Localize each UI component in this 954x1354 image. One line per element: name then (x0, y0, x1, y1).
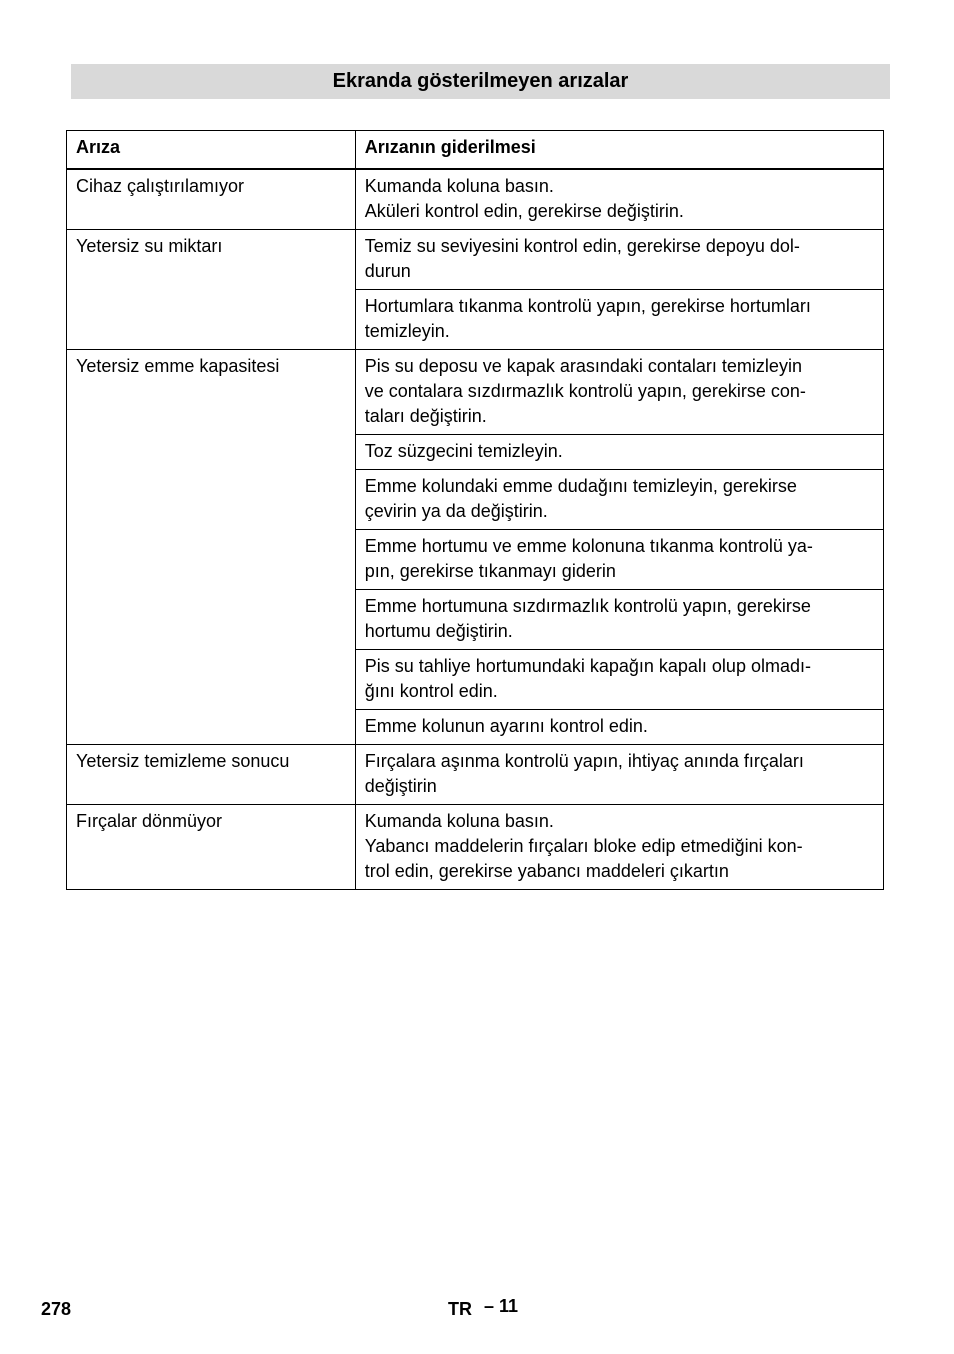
fault-cell: Yetersiz temizleme sonucu (67, 744, 356, 804)
remedy-cell (355, 649, 883, 709)
column-header-remedy: Arızanın giderilmesi (355, 131, 883, 169)
remedy-line: ğını kontrol edin. (364, 680, 498, 701)
remedy-line: temizleyin. (364, 320, 450, 341)
remedy-line: ve contalara sızdırmazlık kontrolü yapın, gerekirse con- (364, 380, 806, 401)
remedy-line: Kumanda koluna basın. (364, 175, 554, 196)
remedy-line: çevirin ya da değiştirin. (364, 500, 548, 521)
remedy-cell (355, 229, 883, 289)
table-row (67, 744, 884, 804)
remedy-line: durun (364, 260, 411, 281)
remedy-line: Fırçalara aşınma kontrolü yapın, ihtiyaç anında fırçaları (364, 750, 804, 771)
remedy-line: Temiz su seviyesini kontrol edin, gerekirse depoyu dol- (364, 235, 800, 256)
table-header-row (67, 131, 884, 169)
remedy-line: pın, gerekirse tıkanmayı giderin (364, 560, 616, 581)
table-row (67, 169, 884, 230)
remedy-line: Emme hortumuna sızdırmazlık kontrolü yapın, gerekirse (364, 595, 811, 616)
section-page-number: – 11 (484, 1296, 519, 1316)
table-body (67, 169, 884, 890)
remedy-line: Toz süzgecini temizleyin. (364, 440, 563, 461)
column-header-fault: Arıza (67, 131, 356, 169)
language-code: TR (448, 1299, 472, 1319)
remedy-line: Pis su deposu ve kapak arasındaki contaları temizleyin (364, 355, 802, 376)
table-row (67, 229, 884, 289)
remedy-cell (355, 804, 883, 889)
remedy-line: hortumu değiştirin. (364, 620, 513, 641)
remedy-cell (355, 349, 883, 434)
remedy-cell (355, 529, 883, 589)
remedy-line: Emme kolunun ayarını kontrol edin. (364, 715, 648, 736)
remedy-cell (355, 709, 883, 744)
remedy-cell (355, 469, 883, 529)
remedy-line: Kumanda koluna basın. (364, 810, 554, 831)
remedy-line: taları değiştirin. (364, 405, 487, 426)
fault-cell: Yetersiz su miktarı (67, 229, 356, 349)
remedy-line: Pis su tahliye hortumundaki kapağın kapalı olup olmadı- (364, 655, 811, 676)
remedy-line: Aküleri kontrol edin, gerekirse değiştirin. (364, 200, 684, 221)
remedy-cell (355, 169, 883, 230)
table-row (67, 804, 884, 889)
table-row (67, 349, 884, 434)
fault-cell: Fırçalar dönmüyor (67, 804, 356, 889)
remedy-cell (355, 434, 883, 469)
remedy-line: trol edin, gerekirse yabancı maddeleri çıkartın (364, 860, 729, 881)
remedy-line: Yabancı maddelerin fırçaları bloke edip etmediğini kon- (364, 835, 803, 856)
fault-cell: Cihaz çalıştırılamıyor (67, 169, 356, 230)
remedy-cell (355, 289, 883, 349)
remedy-line: Hortumlara tıkanma kontrolü yapın, gerekirse hortumları (364, 295, 811, 316)
fault-table (66, 130, 884, 890)
remedy-line: değiştirin (364, 775, 437, 796)
fault-cell: Yetersiz emme kapasitesi (67, 349, 356, 744)
remedy-cell (355, 744, 883, 804)
remedy-cell (355, 589, 883, 649)
remedy-line: Emme kolundaki emme dudağını temizleyin, gerekirse (364, 475, 797, 496)
page-number: 278 (41, 1299, 72, 1319)
section-title: Ekranda gösterilmeyen arızalar (71, 64, 890, 99)
remedy-line: Emme hortumu ve emme kolonuna tıkanma kontrolü ya- (364, 535, 813, 556)
